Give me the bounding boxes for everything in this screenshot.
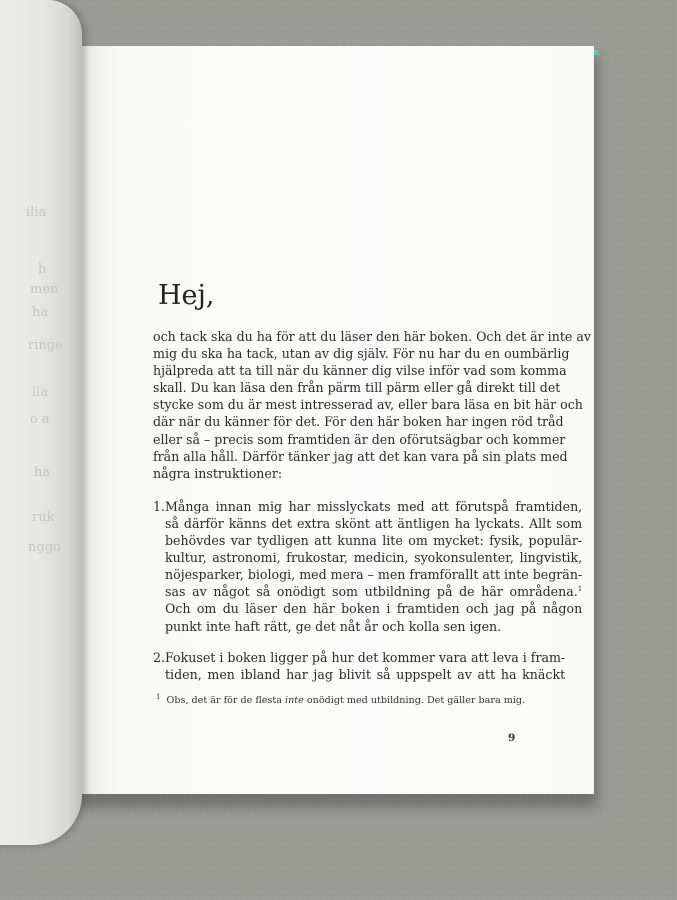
footnote-text-after: onödigt med utbildning. Det gäller bara mig. <box>303 695 526 707</box>
list-number: 2. <box>153 649 166 665</box>
facing-page <box>0 0 82 845</box>
bleed-through-text: men <box>30 282 59 297</box>
text-line: behövdes var tydligen att kunna lite om mycket: fysik, populär- <box>165 533 583 549</box>
page-body <box>153 328 591 697</box>
text-line: och tack ska du ha för att du läser den här boken. Och det är inte av <box>153 329 591 344</box>
text-line: nöjesparker, biologi, med mera – men framförallt att inte begrän- <box>165 567 583 583</box>
book-page <box>78 46 594 794</box>
intro-paragraph <box>153 328 591 482</box>
list-item <box>153 649 566 683</box>
text-line: där när du känner för det. För den här boken har ingen röd tråd <box>153 414 564 430</box>
list-item <box>153 498 583 635</box>
text-line: skall. Du kan läsa den från pärm till pärm eller gå direkt till det <box>153 380 561 396</box>
text-line: Fokuset i boken ligger på hur det kommer vara att leva i fram- <box>165 649 566 665</box>
text-line: eller så – precis som framtiden är den oförutsägbar och kommer <box>153 431 566 447</box>
text-line: hjälpreda att ta till när du känner dig vilse inför vad som komma <box>153 363 567 379</box>
bleed-through-text: ruk <box>32 510 55 525</box>
footnote-emphasis: inte <box>285 695 304 707</box>
text-line: från alla håll. Därför tänker jag att det kan vara på sin plats med <box>153 448 568 464</box>
bleed-through-text: nggo <box>28 540 61 555</box>
text-line: stycke som du är mest intresserad av, eller bara läsa en bit här och <box>153 397 583 413</box>
footnote <box>156 693 536 706</box>
text-line: mig du ska ha tack, utan av dig själv. För nu har du en oumbärlig <box>153 346 570 362</box>
text-line: Många innan mig har misslyckats med att förutspå framtiden, <box>165 498 583 514</box>
footnote-reference: 1 <box>577 585 583 594</box>
page-heading: Hej, <box>158 280 215 311</box>
bleed-through-text: ringe <box>28 338 63 353</box>
text-line: punkt inte haft rätt, ge det nåt år och kolla sen igen. <box>165 618 502 634</box>
bleed-through-text: ha <box>34 465 51 480</box>
text-line: så därför känns det extra skönt att äntligen ha lyckats. Allt som <box>165 515 583 531</box>
bleed-through-text: o a <box>30 412 50 427</box>
text-line: tiden, men ibland har jag blivit så uppspelt av att ha knäckt <box>165 666 566 682</box>
text-line: några instruktioner: <box>153 465 283 481</box>
bleed-through-text: ilia <box>26 205 47 220</box>
list-number: 1. <box>153 498 166 514</box>
bleed-through-text: ha <box>32 305 49 320</box>
text-line <box>165 583 582 600</box>
text-line-content: sas av något så onödigt som utbildning på de här områdena. <box>165 584 578 600</box>
text-line: kultur, astronomi, frukostar, medicin, syokonsulenter, lingvistik, <box>165 550 583 566</box>
footnote-mark: 1 <box>156 693 161 701</box>
text-line: Och om du läser den här boken i framtiden och jag på någon <box>165 601 583 617</box>
footnote-text-before: Obs, det är för de flesta <box>166 695 286 707</box>
list-item-text <box>165 649 565 683</box>
page-number: 9 <box>508 732 516 744</box>
bleed-through-text: h <box>38 262 47 277</box>
bleed-through-text: lla <box>32 385 49 400</box>
list-item-text <box>165 498 582 635</box>
